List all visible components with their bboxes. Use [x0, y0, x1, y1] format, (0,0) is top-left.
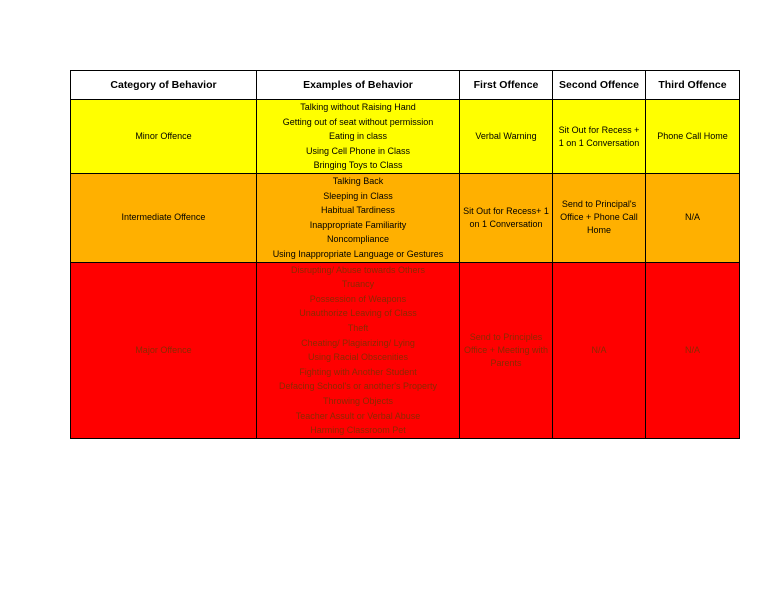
example-item: Noncompliance: [326, 234, 390, 245]
second-offence-text: N/A: [591, 344, 607, 355]
header-second-offence: Second Offence: [553, 71, 646, 100]
table-row-minor: [71, 100, 740, 174]
category-cell: Minor Offence: [71, 100, 257, 174]
second-offence-cell: [553, 174, 646, 263]
category-cell: Major Offence: [71, 262, 257, 438]
example-item: Fighting with Another Student: [299, 366, 417, 377]
second-offence-text: Sit Out for Recess + 1 on 1 Conversation: [558, 124, 640, 148]
example-item: Talking without Raising Hand: [300, 102, 416, 113]
third-offence-cell: [646, 262, 740, 438]
example-item: Theft: [347, 322, 369, 333]
table-header-row: [71, 71, 740, 100]
examples-cell: [257, 262, 460, 438]
examples-cell: [257, 100, 460, 174]
example-item: Bringing Toys to Class: [313, 160, 403, 171]
example-item: Habitual Tardiness: [321, 205, 395, 216]
second-offence-text: Send to Principal's Office + Phone Call Home: [560, 199, 638, 236]
first-offence-cell: [460, 262, 553, 438]
third-offence-text: N/A: [684, 344, 700, 355]
table-row-major: [71, 262, 740, 438]
first-offence-text: Sit Out for Recess+ 1 on 1 Conversation: [463, 205, 549, 229]
example-item: Teacher Assult or Verbal Abuse: [295, 410, 421, 421]
example-item: Eating in class: [328, 131, 388, 142]
example-item: Getting out of seat without permission: [282, 116, 434, 127]
example-item: Sleeping in Class: [323, 190, 393, 201]
third-offence-text: N/A: [684, 212, 700, 223]
example-item: Inappropriate Familiarity: [309, 219, 407, 230]
table-row-intermediate: [71, 174, 740, 263]
example-item: Throwing Objects: [322, 395, 394, 406]
second-offence-cell: [553, 262, 646, 438]
header-examples: Examples of Behavior: [257, 71, 460, 100]
example-item: Using Inappropriate Language or Gestures: [272, 248, 444, 259]
example-item: Unauthorize Leaving of Class: [299, 308, 417, 319]
example-item: Harming Classroom Pet: [310, 425, 406, 436]
example-item: Disrupting/ Abuse towards Others: [290, 264, 426, 275]
third-offence-text: Phone Call Home: [657, 131, 728, 141]
example-item: Truancy: [341, 279, 375, 290]
example-item: Using Cell Phone in Class: [305, 145, 411, 156]
header-category: Category of Behavior: [71, 71, 257, 100]
example-item: Possession of Weapons: [309, 293, 407, 304]
third-offence-cell: [646, 100, 740, 174]
example-item: Talking Back: [332, 176, 384, 186]
third-offence-cell: [646, 174, 740, 263]
second-offence-cell: [553, 100, 646, 174]
header-third-offence: Third Offence: [646, 71, 740, 100]
first-offence-cell: [460, 174, 553, 263]
first-offence-cell: [460, 100, 553, 174]
category-cell: Intermediate Offence: [71, 174, 257, 263]
example-item: Using Racial Obscenities: [307, 352, 409, 363]
examples-cell: [257, 174, 460, 263]
header-first-offence: First Offence: [460, 71, 553, 100]
example-item: Defacing School's or another's Property: [278, 381, 438, 392]
example-item: Cheating/ Plagiarizing/ Lying: [301, 337, 415, 348]
first-offence-text: Send to Principles Office + Meeting with Parents: [463, 331, 549, 368]
behavior-table: [70, 70, 740, 439]
first-offence-text: Verbal Warning: [475, 131, 537, 141]
